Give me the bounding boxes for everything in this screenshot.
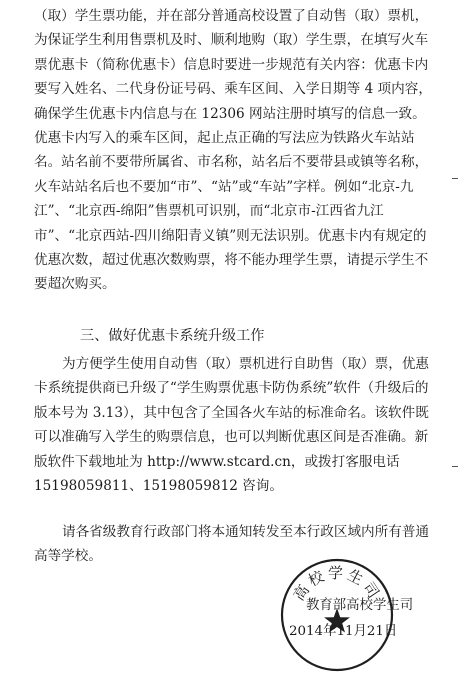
margin-tick	[452, 466, 458, 467]
seal-arc-text: 高校学生司	[289, 564, 385, 604]
official-seal	[278, 556, 396, 674]
margin-tick	[452, 178, 458, 179]
section-heading-card-system-upgrade: 三、做好优惠卡系统升级工作	[80, 328, 265, 344]
signature-organization: 教育部高校学生司	[306, 598, 414, 613]
body-paragraph-student-card-rules: （取）学生票功能，并在部分普通高校设置了自动售（取）票机，为保证学生利用售票机及时、顺利地购（取）学生票，在填写火车票优惠卡（简称优惠卡）信息时要进一步规范有关内容：优惠卡内要写入姓名、二代身份证号码、乘车区间、入学日期等 4 项内容，确保学生优惠卡内信息与在 12306 网站注册时填写的信息一致。优惠卡内写入的乘车区间，起止点正确的写法应为铁路火车站站名。站名前不要带所属省、市名称，站名后不要带县或镇等名称，火车站站名后也不要加“市”、“站”或“车站”字样。例如“北京-九江”、“北京西-绵阳”售票机可识别，而“北京市-江西省九江市”、“北京西站-四川绵阳青义镇”则无法识别。优惠卡内有规定的优惠次数，超过优惠次数购票，将不能办理学生票，请提示学生不要超次购买。	[34, 8, 432, 293]
body-paragraph-forwarding-request: 请各省级教育行政部门将本通知转发至本行政区域内所有普通高等学校。	[34, 524, 430, 565]
body-paragraph-software-upgrade: 为方便学生使用自动售（取）票机进行自助售（取）票，优惠卡系统提供商已升级了“学生购票优惠卡防伪系统”软件（升级后的版本号为 3.13），其中包含了全国各火车站的标准命名。该软件既可以准确写入学生的购票信息，也可以判断优惠区间是否准确。新版软件下载地址为 http://www.stcard.cn，或拨打客服电话 15198059811、15198059812 咨询。	[34, 356, 430, 495]
signature-date: 2014年11月21日	[289, 624, 398, 639]
